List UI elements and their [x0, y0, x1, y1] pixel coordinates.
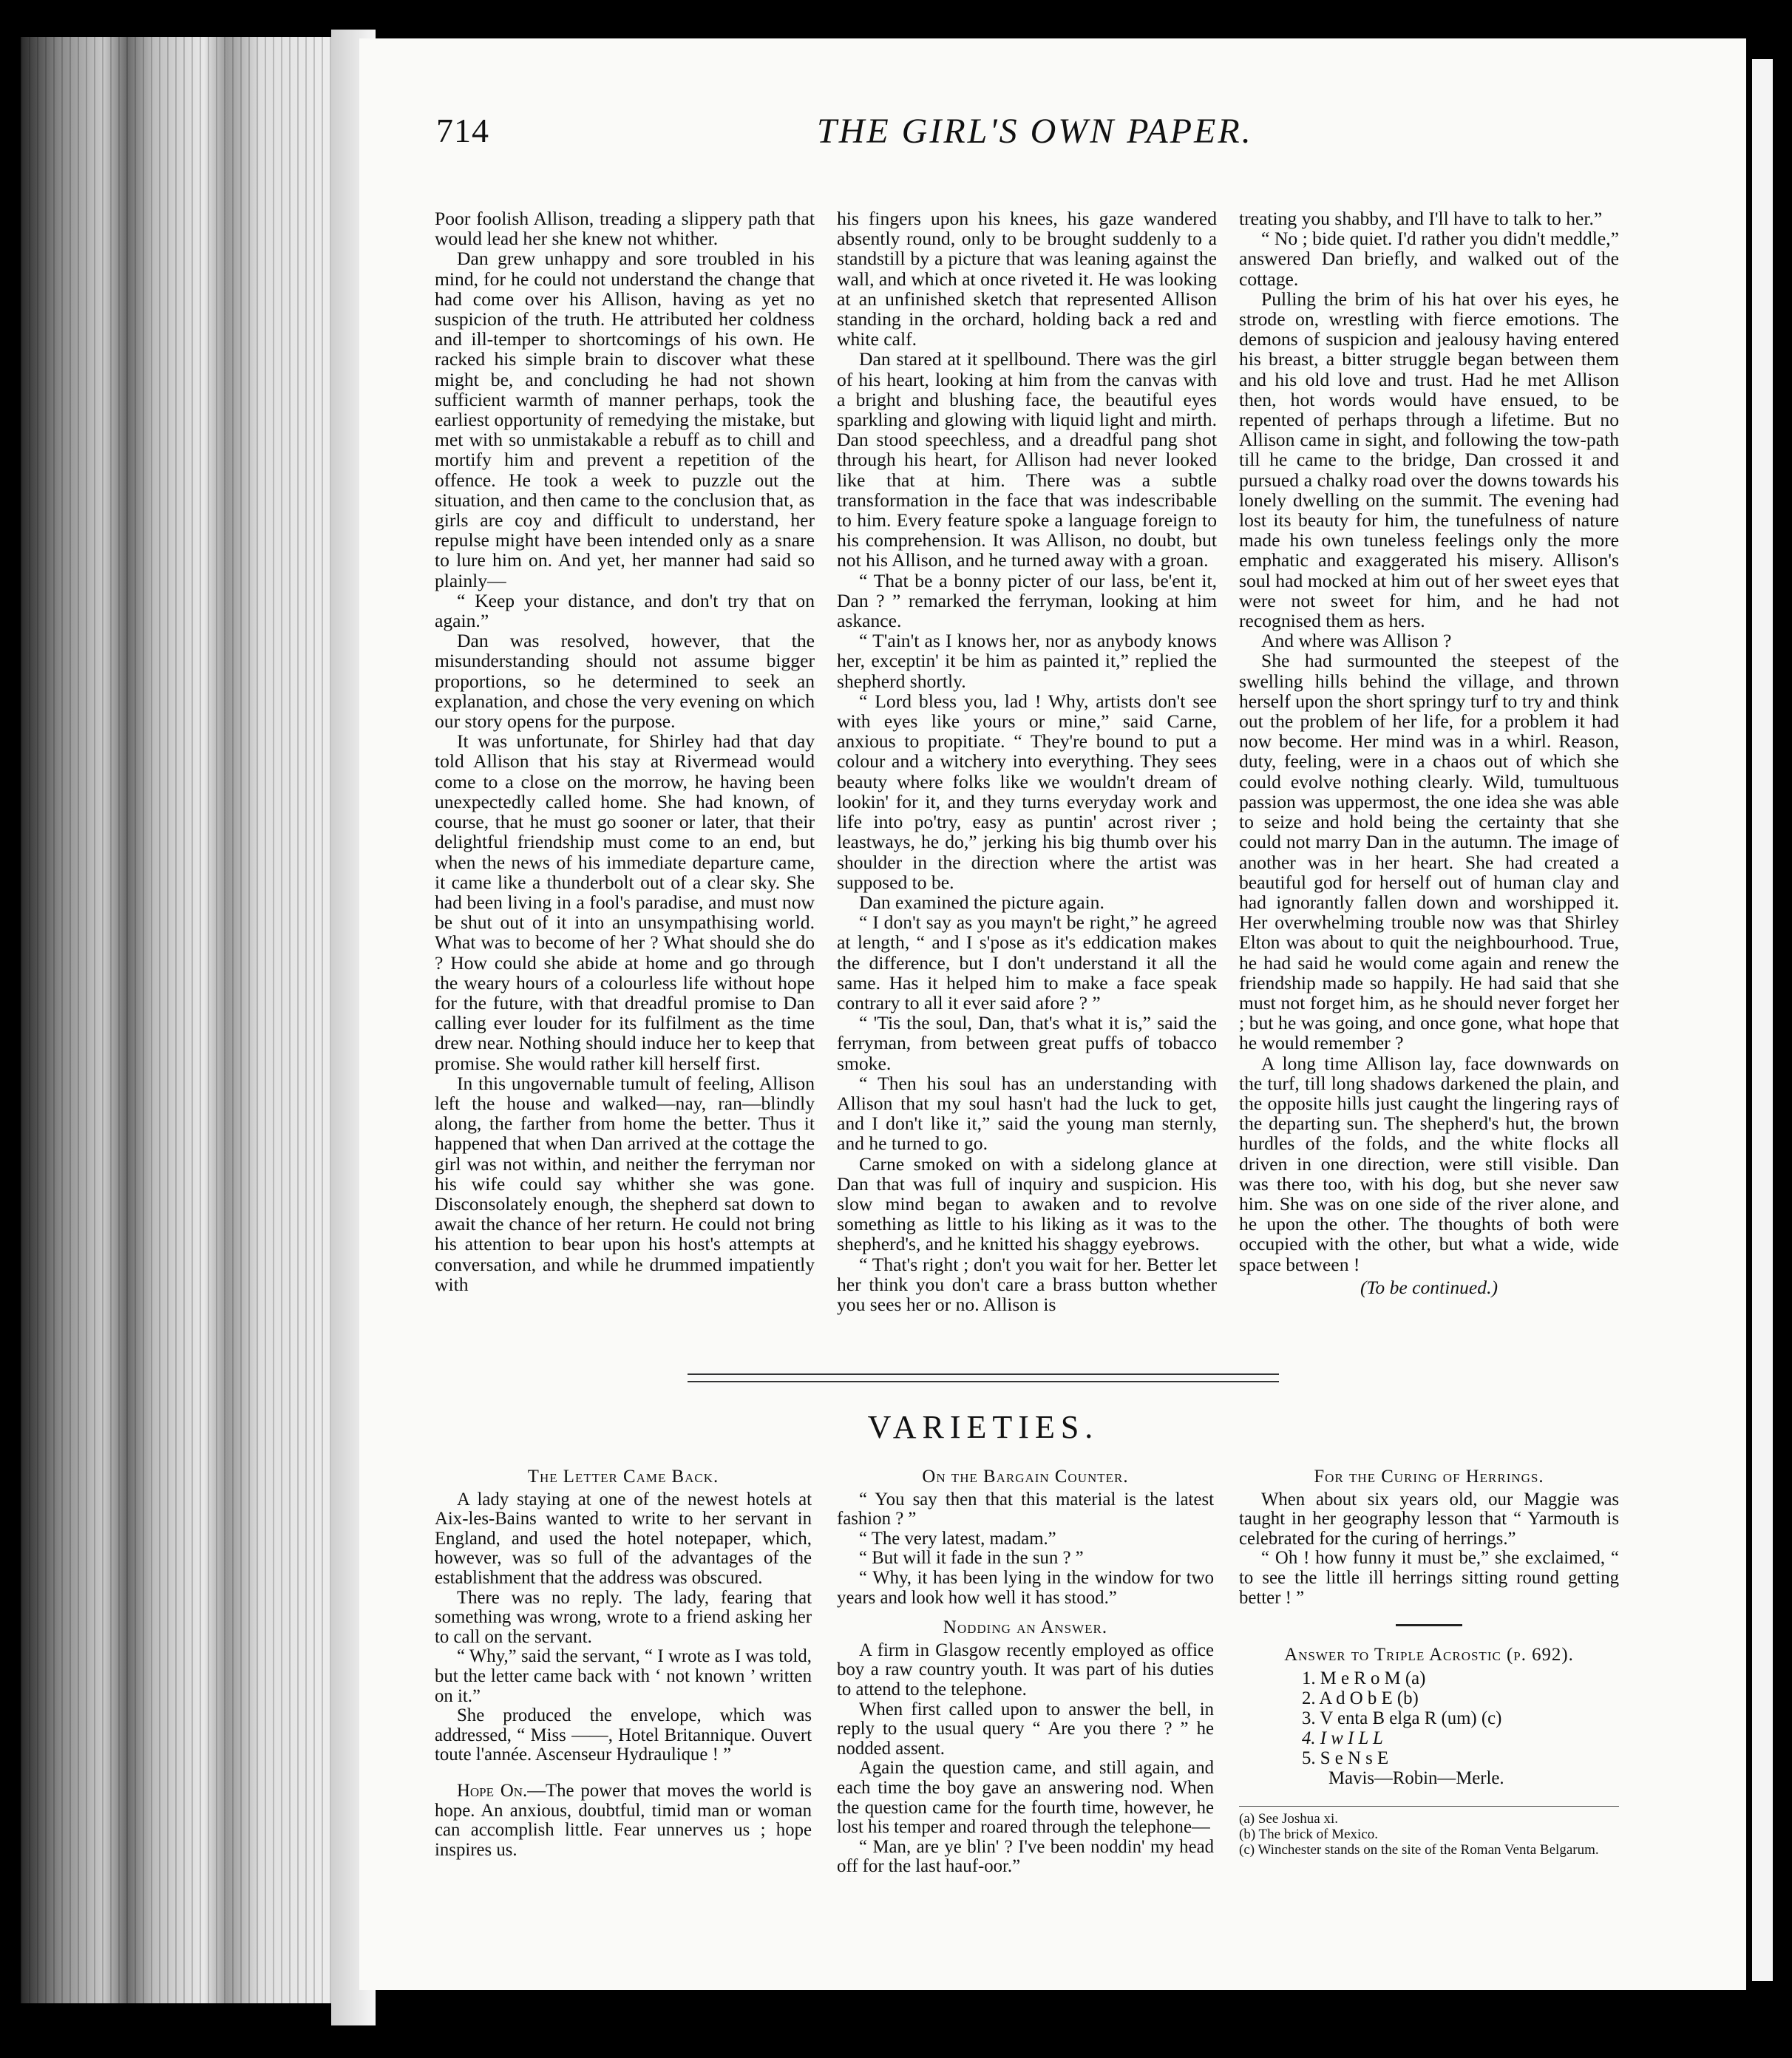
- paragraph: She produced the envelope, which was addressed, “ Miss ——, Hotel Britannique. Ouvert toute l'année. Ascenseur Hydraulique ! ”: [435, 1705, 812, 1765]
- hope-on-paragraph: [435, 1782, 812, 1860]
- story-column-1: [435, 208, 815, 1294]
- journal-title: THE GIRL'S OWN PAPER.: [817, 112, 1253, 151]
- paragraph: And where was Allison ?: [1261, 630, 1452, 652]
- varieties-heading: VARIETIES.: [867, 1409, 1099, 1445]
- paragraph: “ Oh ! how funny it must be,” she exclaimed, “ to see the little ill herrings sitting round getting better ! ”: [1239, 1548, 1619, 1608]
- paragraph: his fingers upon his knees, his gaze wandered absently round, only to be brought suddenly to a standstill by a picture that was leaning against the wall, and which at once riveted it. He was looking at an unfinished sketch that represented Allison standing in the orchard, holding back a red and white calf.: [837, 208, 1217, 350]
- paragraph: A firm in Glasgow recently employed as office boy a raw country youth. It was part of his duties to attend to the telephone.: [837, 1640, 1214, 1699]
- acrostic-line: 3. V enta B elga R (um) (c): [1302, 1708, 1502, 1728]
- hope-on-text: —The power that moves the world is hope. An anxious, doubtful, timid man or woman can accomplish little. Fear unnerves us ; hope inspires us.: [435, 1780, 812, 1860]
- paragraph: “ Man, are ye blin' ? I've been noddin' my head off for the last hauf-oor.”: [837, 1836, 1214, 1877]
- paragraph: “ That's right ; don't you wait for her. Better let her think you don't care a brass button whether you sees her or no. Allison is: [837, 1253, 1217, 1315]
- paragraph: Again the question came, and still again, and each time the boy gave an answering nod. When the question came for the fourth time, however, he lost his temper and roared through the telephone—: [837, 1758, 1214, 1838]
- herrings-title: For the Curing of Herrings.: [1314, 1467, 1544, 1487]
- paragraph: “ Lord bless you, lad ! Why, artists don't see with eyes like yours or mine,” said Carne, anxious to propitiate. “ They're bound to put a colour and a witchery into everything. They sees beauty where folks like we wouldn't dream of lookin' for it, and they turns everyday work and life into po'try, easy as puntin' acrost river ; leastways, he do,” jerking his big thumb over his shoulder in the direction where the artist was supposed to be.: [837, 690, 1217, 893]
- acrostic-solution: Mavis—Robin—Merle.: [1328, 1767, 1504, 1788]
- bargain-title: On the Bargain Counter.: [922, 1467, 1129, 1487]
- varieties-column-1: [435, 1467, 812, 1860]
- section-divider: [688, 1373, 1279, 1382]
- varieties-column-3: [1239, 1467, 1619, 1858]
- story-column-3: [1239, 208, 1619, 1297]
- to-be-continued: [1239, 1277, 1619, 1297]
- page-number: 714: [436, 112, 489, 149]
- footnote: (b) The brick of Mexico.: [1239, 1826, 1379, 1842]
- to-be-continued-text: (To be continued.): [1360, 1276, 1498, 1298]
- paragraph: Poor foolish Allison, treading a slippery path that would lead her she knew not whither.: [435, 208, 815, 250]
- next-page-sliver: [1752, 59, 1773, 1981]
- paragraph: Dan was resolved, however, that the misunderstanding should not assume bigger proportions, so he determined to seek an explanation, and chose the very evening on which our story opens for the purpose.: [435, 630, 815, 733]
- acrostic-answer: [1302, 1668, 1619, 1788]
- paragraph: “ T'ain't as I knows her, nor as anybody knows her, exceptin' it be him as painted it,” replied the shepherd shortly.: [837, 630, 1217, 692]
- acrostic-line: 2. A d O b E (b): [1302, 1688, 1419, 1708]
- paragraph: “ That be a bonny picter of our lass, be'ent it, Dan ? ” remarked the ferryman, looking at him askance.: [837, 569, 1217, 632]
- spacer: [435, 1765, 812, 1782]
- paragraph: Dan grew unhappy and sore troubled in his mind, for he could not understand the change that had come over his Allison, having as yet no suspicion of the truth. He attributed her coldness and ill-temper to shortcomings of his own. He racked his simple brain to discover what these might be, and concluding he had not shown sufficient warmth of manner perhaps, took the earliest opportunity of remedying the mistake, but met with so unmistakable a rebuff as to chill and mortify him and prevent a repetition of the offence. He took a week to puzzle out the situation, and then came to the conclusion that, as girls are coy and difficult to understand, her repulse might have been intended only as a snare to lure him on. And yet, her manner had said so plainly—: [435, 248, 815, 591]
- short-divider: [1396, 1624, 1462, 1626]
- paragraph: “ Why,” said the servant, “ I wrote as I was told, but the letter came back with ‘ not known ’ written on it.”: [435, 1646, 812, 1706]
- paragraph: “ The very latest, madam.”: [859, 1528, 1056, 1549]
- footnote: (a) See Joshua xi.: [1239, 1810, 1339, 1827]
- paragraph: It was unfortunate, for Shirley had that day told Allison that his stay at Rivermead would come to a close on the morrow, he having been unexpectedly called home. She had known, of course, that he must go sooner or later, that their delightful friendship must come to an end, but when the news of his immediate departure came, it came like a thunderbolt out of a clear sky. She had been living in a fool's paradise, and must now be shut out of it into an unsympathising world. What was to become of her ? What should she do ? How could she abide at home and go through the weary hours of a colourless life without hope for the future, with that dreadful promise to Dan calling ever louder for its fulfilment as the time drew near. Nothing should induce her to keep that promise. She would rather kill herself first.: [435, 730, 815, 1074]
- paragraph: There was no reply. The lady, fearing that something was wrong, wrote to a friend asking her to call on the servant.: [435, 1587, 812, 1647]
- varieties-column-2: [837, 1467, 1214, 1877]
- paragraph: Dan examined the picture again.: [859, 891, 1104, 913]
- paragraph: She had surmounted the steepest of the swelling hills behind the village, and thrown herself upon the short springy turf to try and think out the problem of her life, for a problem it had now become. Her mind was in a whirl. Reason, duty, feeling, were in a chaos out of which she could evolve nothing clearly. Wild, tumultuous passion was uppermost, the one idea she was able to seize and hold being the certainty that she could not marry Dan in the autumn. The image of another was in her heart. She had created a beautiful god for herself out of human clay and had ignorantly fallen down and worshipped it. Her overwhelming trouble now was that Shirley Elton was about to quit the neighbourhood. True, he had said he would come again and renew the friendship made so happily. He had said that she must not forget him, as he should never forget her ; but he was going, and once gone, what hope that he would remember ?: [1239, 650, 1619, 1054]
- running-head: [436, 111, 1619, 177]
- paragraph: “ You say then that this material is the latest fashion ? ”: [837, 1489, 1214, 1529]
- paragraph: “ 'Tis the soul, Dan, that's what it is,” said the ferryman, from between great puffs of tobacco smoke.: [837, 1012, 1217, 1074]
- paragraph: “ No ; bide quiet. I'd rather you didn't meddle,” answered Dan briefly, and walked out of the cottage.: [1239, 228, 1619, 290]
- paragraph: Dan stared at it spellbound. There was the girl of his heart, looking at him from the canvas with a bright and blushing face, the beautiful eyes sparkling and glowing with liquid light and mirth. Dan stood speechless, and a dreadful pang shot through his heart, for Allison had never looked like that at him. There was a subtle transformation in the face that was indescribable to him. Every feature spoke a language foreign to his comprehension. It was Allison, no doubt, but not his Allison, and he turned away with a groan.: [837, 348, 1217, 571]
- paragraph: Pulling the brim of his hat over his eyes, he strode on, wrestling with fierce emotions. The demons of suspicion and jealousy having entered his breast, a bitter struggle began between them and his old love and trust. Had he met Allison then, hot words would have ensued, to be repented of perhaps through a lifetime. But no Allison came in sight, and following the tow-path till he came to the bridge, Dan crossed it and pursued a chalky road over the downs towards his lonely dwelling on the summit. The evening had lost its beauty for him, the tunefulness of nature made his own tuneless feelings only the more emphatic and exaggerated his misery. Allison's soul had mocked at him out of her sweet eyes that were not sweet for him, and he had not recognised them as hers.: [1239, 288, 1619, 632]
- nodding-title: Nodding an Answer.: [943, 1617, 1108, 1638]
- paragraph: A lady staying at one of the newest hotels at Aix-les-Bains wanted to write to her servant in England, and used the hotel notepaper, which, however, was so full of the advantages of the establishment that the address was obscured.: [435, 1489, 812, 1588]
- page-stack-lines: [21, 37, 353, 2003]
- paragraph: treating you shabby, and I'll have to talk to her.”: [1239, 208, 1603, 229]
- paragraph: “ But will it fade in the sun ? ”: [859, 1548, 1084, 1569]
- paragraph: “ Keep your distance, and don't try that on again.”: [435, 589, 815, 632]
- acrostic-line: 1. M e R o M (a): [1302, 1668, 1426, 1688]
- story-column-2: [837, 208, 1217, 1314]
- paragraph: In this ungovernable tumult of feeling, Allison left the house and walked—nay, ran—blindly along, the farther from home the better. Thus it happened that when Dan arrived at the cottage the girl was not within, and neither the ferryman nor his wife could say whither she was gone. Disconsolately enough, the shepherd sat down to await the chance of her return. He could not bring his attention to bear upon his host's attempts at conversation, and while he drummed impatiently with: [435, 1072, 815, 1295]
- paragraph: A long time Allison lay, face downwards on the turf, till long shadows darkened the plain, and the opposite hills just caught the lingering rays of the departing sun. The shepherd's hut, the brown hurdles of the folds, and the white flocks all driven in one direction, were still visible. Dan was there too, with his dog, but she never saw him. She was on one side of the river alone, and he upon the other. The thoughts of both were occupied with the other, but what a wide, wide space between !: [1239, 1052, 1619, 1275]
- paragraph: “ Then his soul has an understanding with Allison that my soul hasn't had the luck to get, and I don't like it,” said the young man sternly, and he turned to go.: [837, 1072, 1217, 1155]
- acrostic-line: 5. S e N s E: [1302, 1748, 1389, 1768]
- page-stack-edge: [21, 37, 353, 2003]
- acrostic-title: Answer to Triple Acrostic (p. 692).: [1284, 1645, 1574, 1665]
- paragraph: Carne smoked on with a sidelong glance at Dan that was full of inquiry and suspicion. His slow mind began to awaken and to revolve something as little to his liking as it was to the shepherd's, and he knitted his shaggy eyebrows.: [837, 1152, 1217, 1255]
- acrostic-notes: [1239, 1806, 1619, 1858]
- letter-title: The Letter Came Back.: [527, 1467, 719, 1487]
- hope-on-title: Hope On.: [457, 1780, 528, 1801]
- paragraph: When first called upon to answer the bell, in reply to the usual query “ Are you there ? ” he nodded assent.: [837, 1699, 1214, 1759]
- paragraph: When about six years old, our Maggie was taught in her geography lesson that “ Yarmouth is celebrated for the curing of herrings.”: [1239, 1489, 1619, 1549]
- paragraph: “ Why, it has been lying in the window for two years and look how well it has stood.”: [837, 1567, 1214, 1608]
- paragraph: “ I don't say as you mayn't be right,” he agreed at length, “ and I s'pose as it's eddication makes the difference, but I don't understand it all the same. Has it helped him to make a face speak contrary to all it ever said afore ? ”: [837, 911, 1217, 1013]
- footnote: (c) Winchester stands on the site of the Roman Venta Belgarum.: [1239, 1841, 1599, 1858]
- acrostic-line: 4. I w I L L: [1302, 1728, 1383, 1748]
